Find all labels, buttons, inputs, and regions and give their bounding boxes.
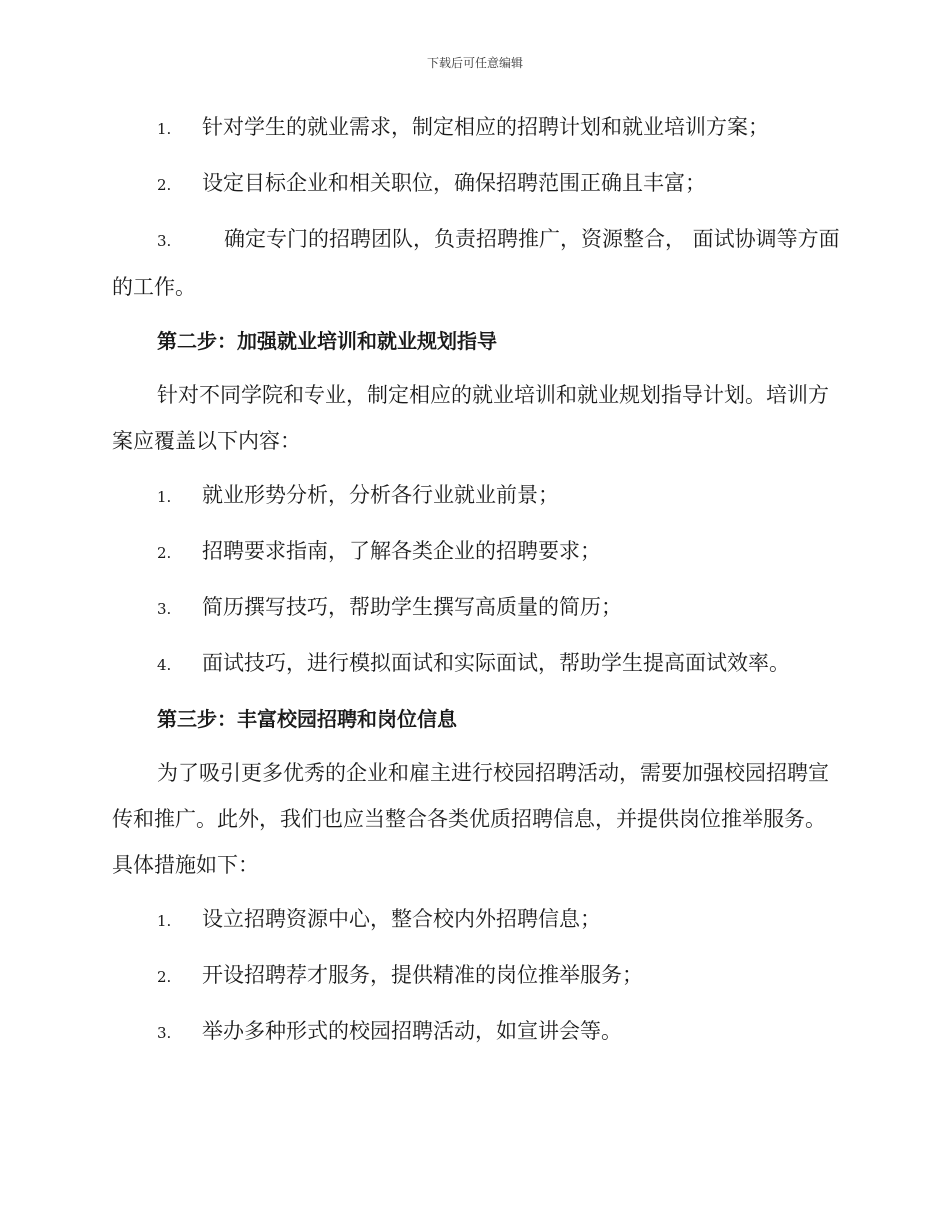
list-text: 开设招聘荐才服务，提供精准的岗位推举服务；: [202, 963, 643, 987]
list-number: 2.: [157, 544, 172, 562]
list-text: 设定目标企业和相关职位，确保招聘范围正确且丰富；: [202, 171, 706, 195]
list-text: 简历撰写技巧，帮助学生撰写高质量的简历；: [202, 595, 622, 619]
section-intro-step3: 为了吸引更多优秀的企业和雇主进行校园招聘活动，需要加强校园招聘宣传和推广。此外，我们也应当整合各类优质招聘信息，并提供岗位推举服务。具体措施如下：: [112, 761, 829, 877]
list-item: [112, 640, 840, 688]
page-header: 下载后可任意编辑: [426, 56, 523, 70]
list-item: [112, 896, 840, 944]
list-number: 1.: [157, 912, 172, 930]
list-item: [112, 584, 840, 632]
list-item: [112, 1008, 840, 1056]
section-intro-step2: 针对不同学院和专业，制定相应的就业培训和就业规划指导计划。培训方案应覆盖以下内容：: [112, 383, 829, 453]
list-number: 3.: [157, 232, 172, 250]
list-text: 确定专门的招聘团队，负责招聘推广，资源整合， 面试协调等方面的工作。: [112, 227, 840, 299]
list-item: [112, 952, 840, 1000]
section-heading-step2: 第二步：加强就业培训和就业规划指导: [157, 329, 497, 353]
list-number: 2.: [157, 968, 172, 986]
list-number: 2.: [157, 176, 172, 194]
list-number: 1.: [157, 120, 172, 138]
section-heading-step3: 第三步：丰富校园招聘和岗位信息: [157, 707, 457, 731]
list-number: 4.: [157, 656, 172, 674]
list-number: 3.: [157, 1024, 172, 1042]
list-item: [112, 104, 840, 152]
list-item: [112, 528, 840, 576]
list-number: 1.: [157, 488, 172, 506]
list-text: 设立招聘资源中心，整合校内外招聘信息；: [202, 907, 601, 931]
list-text: 面试技巧，进行模拟面试和实际面试，帮助学生提高面试效率。: [202, 651, 790, 675]
list-text: 招聘要求指南，了解各类企业的招聘要求；: [202, 539, 601, 563]
list-item: [112, 472, 840, 520]
list-text: 就业形势分析，分析各行业就业前景；: [202, 483, 559, 507]
document-body: [112, 104, 840, 1064]
list-item: [112, 216, 840, 310]
list-item: [112, 160, 840, 208]
list-number: 3.: [157, 600, 172, 618]
list-text: 举办多种形式的校园招聘活动，如宣讲会等。: [202, 1019, 622, 1043]
list-text: 针对学生的就业需求，制定相应的招聘计划和就业培训方案；: [202, 115, 769, 139]
